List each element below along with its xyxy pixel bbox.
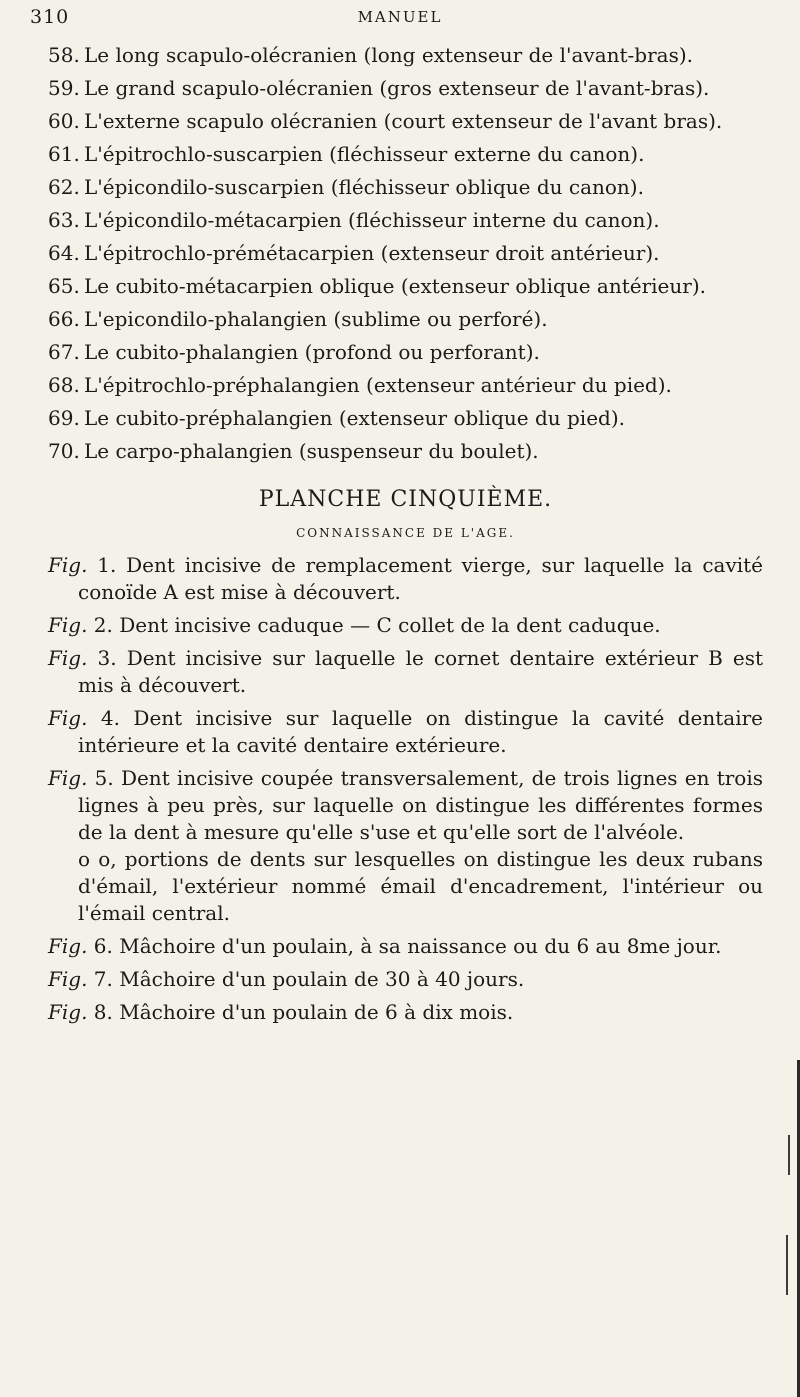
list-item bbox=[48, 240, 763, 267]
item-number: 63. bbox=[48, 208, 80, 232]
list-item bbox=[48, 42, 763, 69]
item-text: Le cubito-métacarpien oblique (extenseur oblique antérieur). bbox=[84, 274, 706, 298]
item-text: Le carpo-phalangien (suspenseur du boulet). bbox=[84, 439, 539, 463]
figure-text: Dent incisive de remplacement vierge, sur laquelle la cavité conoïde A est mise à découvert. bbox=[78, 553, 764, 604]
figure-number: 5. bbox=[94, 766, 114, 790]
item-text: L'épicondilo-suscarpien (fléchisseur oblique du canon). bbox=[84, 175, 644, 199]
figure-text: Dent incisive caduque — C collet de la dent caduque. bbox=[119, 613, 661, 637]
item-text: L'épicondilo-métacarpien (fléchisseur interne du canon). bbox=[84, 208, 660, 232]
list-item bbox=[48, 372, 763, 399]
figure-caption bbox=[48, 966, 763, 993]
figure-caption bbox=[48, 765, 763, 927]
item-number: 70. bbox=[48, 439, 80, 463]
list-item bbox=[48, 141, 763, 168]
item-number: 58. bbox=[48, 43, 80, 67]
list-item bbox=[48, 75, 763, 102]
plate-heading: PLANCHE CINQUIÈME. bbox=[258, 487, 553, 512]
item-number: 66. bbox=[48, 307, 80, 331]
figure-label: Fig. bbox=[48, 766, 88, 790]
figure-number: 8. bbox=[93, 1000, 113, 1024]
item-text: Le cubito-préphalangien (extenseur oblique du pied). bbox=[84, 406, 625, 430]
muscle-list bbox=[48, 42, 763, 465]
figure-text: Mâchoire d'un poulain de 6 à dix mois. bbox=[119, 1000, 514, 1024]
figure-text: Dent incisive sur laquelle le cornet dentaire extérieur B est mis à découvert. bbox=[78, 646, 764, 697]
figure-label: Fig. bbox=[48, 706, 88, 730]
figure-number: 7. bbox=[93, 967, 113, 991]
list-item bbox=[48, 306, 763, 333]
list-item bbox=[48, 108, 763, 135]
item-number: 67. bbox=[48, 340, 80, 364]
figure-number: 3. bbox=[97, 646, 117, 670]
figure-label: Fig. bbox=[48, 613, 88, 637]
figure-caption bbox=[48, 999, 763, 1026]
figure-number: 2. bbox=[93, 613, 113, 637]
list-item bbox=[48, 339, 763, 366]
item-number: 59. bbox=[48, 76, 80, 100]
figure-text: Mâchoire d'un poulain, à sa naissance ou du 6 au 8me jour. bbox=[119, 934, 722, 958]
item-text: L'epicondilo-phalangien (sublime ou perforé). bbox=[84, 307, 548, 331]
item-text: L'externe scapulo olécranien (court extenseur de l'avant bras). bbox=[84, 109, 723, 133]
page-content bbox=[48, 42, 763, 1032]
item-text: L'épitrochlo-préphalangien (extenseur antérieur du pied). bbox=[84, 373, 672, 397]
page-edge-mark bbox=[788, 1135, 790, 1175]
item-text: Le grand scapulo-olécranien (gros extenseur de l'avant-bras). bbox=[84, 76, 710, 100]
item-number: 62. bbox=[48, 175, 80, 199]
item-number: 64. bbox=[48, 241, 80, 265]
running-head bbox=[30, 6, 770, 32]
plate-subheading: CONNAISSANCE DE L'AGE. bbox=[296, 526, 515, 540]
item-number: 68. bbox=[48, 373, 80, 397]
figure-number: 4. bbox=[100, 706, 120, 730]
page-edge-mark bbox=[786, 1235, 788, 1295]
figure-text: Dent incisive coupée transversalement, de trois lignes en trois lignes à peu près, sur laquelle on distingue les différentes formes de la dent à mesure qu'elle s'use et qu'elle sort de l'alvéole. bbox=[78, 766, 763, 844]
item-text: Le cubito-phalangien (profond ou perforant). bbox=[84, 340, 540, 364]
figure-label: Fig. bbox=[48, 934, 88, 958]
list-item bbox=[48, 174, 763, 201]
figure-captions bbox=[48, 552, 763, 1026]
list-item bbox=[48, 405, 763, 432]
figure-number: 1. bbox=[97, 553, 117, 577]
list-item bbox=[48, 273, 763, 300]
figure-note: o o, portions de dents sur lesquelles on distingue les deux rubans d'émail, l'extérieur nommé émail d'encadrement, l'intérieur ou l'émail central. bbox=[78, 847, 763, 925]
figure-caption bbox=[48, 612, 763, 639]
item-text: Le long scapulo-olécranien (long extenseur de l'avant-bras). bbox=[84, 43, 694, 67]
figure-label: Fig. bbox=[48, 967, 88, 991]
item-number: 60. bbox=[48, 109, 80, 133]
list-item bbox=[48, 438, 763, 465]
item-number: 61. bbox=[48, 142, 80, 166]
figure-number: 6. bbox=[93, 934, 113, 958]
item-text: L'épitrochlo-suscarpien (fléchisseur externe du canon). bbox=[84, 142, 645, 166]
figure-text: Mâchoire d'un poulain de 30 à 40 jours. bbox=[119, 967, 525, 991]
item-number: 65. bbox=[48, 274, 80, 298]
figure-label: Fig. bbox=[48, 553, 88, 577]
page-number: 310 bbox=[30, 6, 70, 28]
figure-caption bbox=[48, 933, 763, 960]
figure-label: Fig. bbox=[48, 646, 88, 670]
list-item bbox=[48, 207, 763, 234]
figure-text: Dent incisive sur laquelle on distingue la cavité dentaire intérieure et la cavité dentaire extérieure. bbox=[78, 706, 764, 757]
running-title: MANUEL bbox=[357, 8, 443, 26]
figure-caption bbox=[48, 645, 763, 699]
figure-caption bbox=[48, 552, 763, 606]
item-number: 69. bbox=[48, 406, 80, 430]
item-text: L'épitrochlo-prémétacarpien (extenseur droit antérieur). bbox=[84, 241, 660, 265]
figure-caption bbox=[48, 705, 763, 759]
figure-label: Fig. bbox=[48, 1000, 88, 1024]
